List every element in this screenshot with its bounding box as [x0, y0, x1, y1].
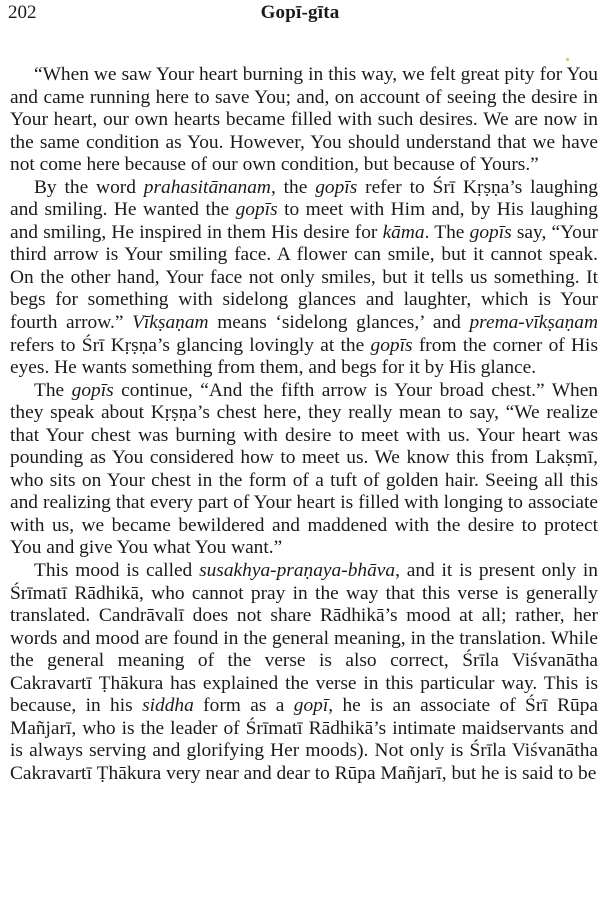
running-title: Gopī-gīta: [260, 2, 340, 23]
page-header: [8, 2, 592, 24]
text-run: . The: [424, 221, 470, 243]
paragraph: [10, 64, 598, 177]
text-run: from the corner of His eyes. He wants something from them, and begs for it by His glance.: [10, 334, 598, 379]
text-run: , and it is present only in Śrīmatī Rādhikā, who cannot pray in the way that this verse is generally translated. Candrāvalī does not share Rādhikā’s mood at all; rather, her words and mood are found in the general meaning, in the translation. While the general meaning of the verse is also correct, Śrīla Viśvanātha Cakravartī Ṭhākura has explained the verse in this particular way. This is because, in his: [10, 560, 598, 717]
text-run: to meet with Him and, by His laughing and smiling, He inspired in them His desire for: [10, 199, 598, 243]
text-run: say, “Your third arrow is Your smiling face. A flower can smile, but it cannot speak. On the other hand, Your face not only smiles, but it tells us something. It begs for something with sidelong glances and laughter, which is Your fourth arrow.”: [10, 221, 598, 334]
text-run: refers to Śrī Kṛṣṇa’s glancing lovingly at the: [10, 334, 371, 356]
text-run: continue, “And the fifth arrow is Your broad chest.” When they speak about Kṛṣṇa’s chest here, they really mean to say, “We realize that Your chest was burning with desire to meet with us. Your heart was pounding as You considered how to meet us. We know this from Lakṣmī, who sits on Your chest in the form of a tuft of golden hair. Seeing all this and realizing that every part of Your heart is filled with longing to associate with us, we became bewildered and maddened with the desire to protect You and give You what You want.”: [10, 379, 598, 559]
italic-term: susakhya-praṇaya-bhāva: [199, 560, 396, 582]
italic-term: gopīs: [235, 199, 278, 221]
text-run: This mood is called: [34, 560, 200, 582]
italic-term: gopīs: [370, 334, 413, 356]
italic-term: Vīkṣaṇam: [132, 312, 209, 334]
italic-term: gopīs: [469, 221, 512, 243]
text-run: The: [34, 379, 72, 401]
italic-term: siddha: [142, 695, 194, 717]
italic-term: gopī: [293, 695, 329, 717]
italic-term: prema-vīkṣaṇam: [469, 312, 598, 334]
text-run: , he is an associate of Śrī Rūpa Mañjarī, who is the leader of Śrīmatī Rādhikā’s intimate maidservants and is always serving and glorifying Her moods). Not only is Śrīla Viśvanātha Cakravartī Ṭhākura very near and dear to Rūpa Mañjarī, but he is said to be: [10, 695, 598, 784]
text-run: , the: [270, 176, 316, 198]
highlighter-mark: [566, 58, 569, 61]
text-run: “When we saw Your heart burning in this way, we felt great pity for You and came running here to save You; and, on account of seeing the desire in Your heart, our own hearts became filled with such desires. We are now in the same condition as You. However, You should understand that we have not come here because of our own condition, but because of Yours.”: [10, 64, 598, 176]
text-run: form as a: [193, 695, 294, 717]
italic-term: gopīs: [71, 379, 114, 401]
page-number: 202: [8, 2, 37, 23]
text-run: refer to Śrī Kṛṣṇa’s laughing and smiling. He wanted the: [10, 176, 599, 221]
paragraph: [10, 560, 598, 785]
text-run: By the word: [34, 176, 144, 198]
italic-term: kāma: [382, 221, 425, 243]
text-run: means ‘sidelong glances,’ and: [208, 312, 470, 334]
italic-term: gopīs: [315, 176, 358, 198]
paragraph: [10, 380, 598, 560]
italic-term: prahasitānanam: [143, 176, 271, 198]
body-text: [10, 64, 598, 786]
paragraph: [10, 177, 598, 380]
